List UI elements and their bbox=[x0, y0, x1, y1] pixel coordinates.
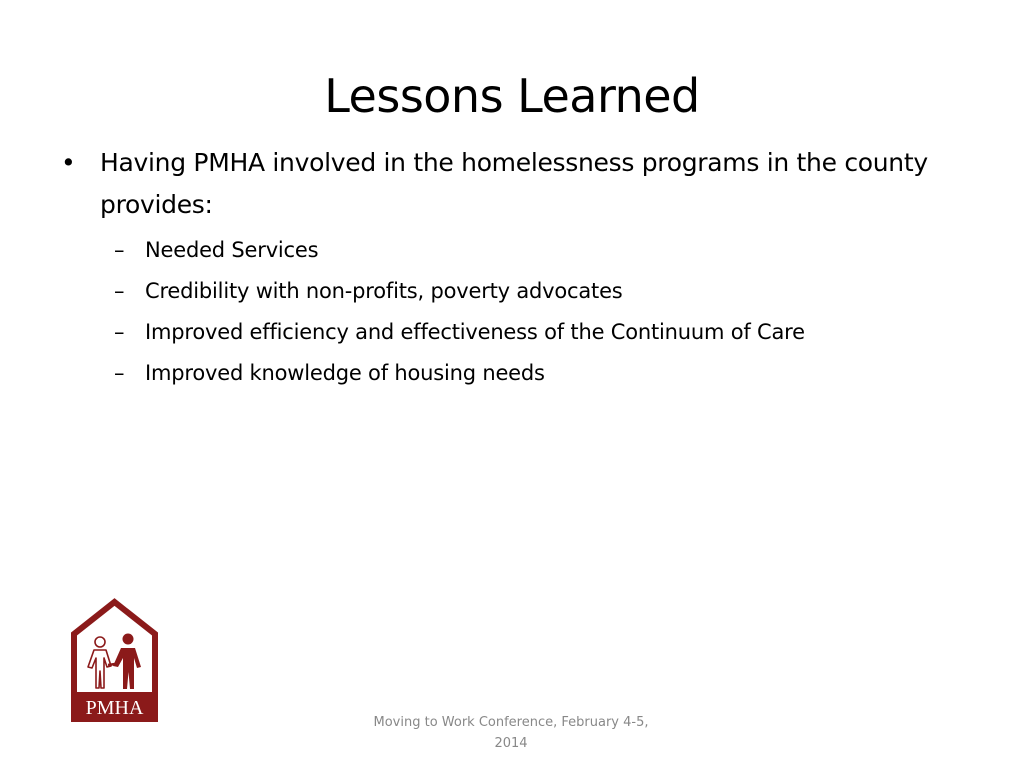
sub-bullet-text: Credibility with non-profits, poverty advocates bbox=[145, 279, 623, 303]
dash-icon: – bbox=[114, 279, 125, 303]
sub-bullet-item bbox=[114, 312, 962, 353]
sub-bullet-text: Improved knowledge of housing needs bbox=[145, 361, 545, 385]
slide-footer: Moving to Work Conference, February 4-5, 2014 bbox=[373, 715, 649, 751]
sub-bullet-text: Needed Services bbox=[145, 238, 319, 262]
bullet-item bbox=[62, 142, 962, 226]
dash-icon: – bbox=[114, 361, 125, 385]
sub-bullet-item bbox=[114, 271, 962, 312]
slide-title: Lessons Learned bbox=[324, 69, 700, 123]
bullet-dot-icon: • bbox=[61, 148, 76, 177]
bullet-text: Having PMHA involved in the homelessness programs in the county provides: bbox=[100, 148, 928, 219]
sub-bullet-list bbox=[114, 230, 962, 394]
dash-icon: – bbox=[114, 238, 125, 262]
pmha-house-logo-icon bbox=[70, 598, 159, 723]
sub-bullet-item bbox=[114, 230, 962, 271]
logo-text: PMHA bbox=[85, 697, 144, 719]
sub-bullet-item bbox=[114, 353, 962, 394]
slide-body bbox=[62, 142, 962, 394]
dash-icon: – bbox=[114, 320, 125, 344]
sub-bullet-text: Improved efficiency and effectiveness of the Continuum of Care bbox=[145, 320, 805, 344]
